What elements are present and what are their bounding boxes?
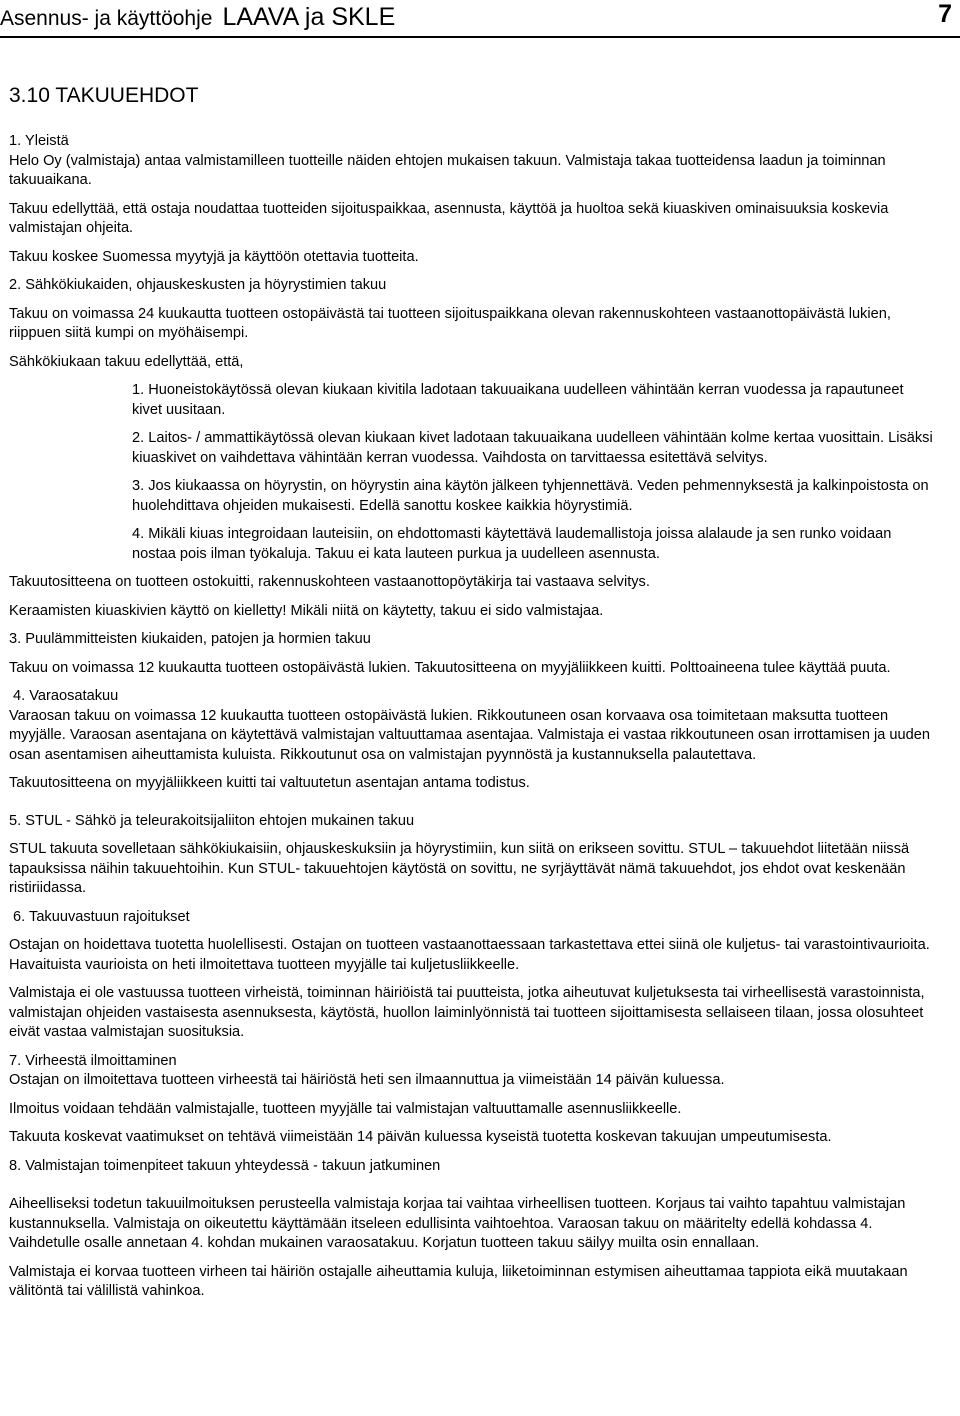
list-item: 1. Huoneistokäytössä olevan kiukaan kivitila ladotaan takuuaikana uudelleen vähintään kerran vuodessa ja rapautuneet kivet uusitaan. [132,382,904,418]
paragraph-repair-replace: Aiheelliseksi todetun takuuilmoituksen perusteella valmistaja korjaa tai vaihtaa virheellisen tuotteen. Korjaus tai vaihto tapahtuu valmistajan kustannuksella. Valmistaja on oikeutettu käyttämään itseleen edullisinta vaihtoehtoa. Varaosan takuu on määritelty edellä kohdassa 4. Vaihdetulle osalle annetaan 4. kohdan mukainen varaosatakuu. Korjatun tuotteen takuu säilyy muilta osin ennallaan. [9,1196,906,1251]
paragraph-stul: STUL takuuta sovelletaan sähkökiukaisiin, ohjauskeskuksiin ja höyrystimiin, kun siitä on erikseen sovittu. STUL – takuuehdot liitetään niissä tapauksissa näihin takuuehtoihin. Kun STUL- takuuehtojen käytöstä on sovittu, ne syrjäyttävät nämä takuuehdot, jos ehdot ovat keskenään ristiriidassa. [9,841,910,896]
header-left [0,3,395,32]
paragraph-notice-recipients: Ilmoitus voidaan tehdään valmistajalle, tuotteen myyjälle tai valmistajan valtuuttamalle asennusliikkeelle. [9,1100,682,1117]
paragraph-no-compensation: Valmistaja ei korvaa tuotteen virheen tai häiriön ostajalle aiheuttamia kuluja, liiketoiminnan estymisen aiheuttamaa tappiota eikä muutakaan välitöntä tai välillistä vahinkoa. [9,1263,908,1299]
heading-manufacturer-actions: 8. Valmistajan toimenpiteet takuun yhteydessä - takuun jatkuminen [9,1157,441,1174]
page-number: 7 [938,0,952,28]
paragraph-12-months: Takuu on voimassa 12 kuukautta tuotteen ostopäivästä lukien. Takuutositteena on myyjäliikkeen kuitti. Polttoaineena tulee käyttää puuta. [9,659,891,676]
list-item: 3. Jos kiukaassa on höyrystin, on höyrystin aina käytön jälkeen tyhjennettävä. Veden pehmennyksestä ja kalkinpoistosta on huolehdittava ohjeiden mukaisesti. Edellä sanottu koskee kaikkia höyrystimiä. [132,478,929,514]
document-body [9,132,934,1302]
doc-title: Asennus- ja käyttöohje [0,7,213,30]
heading-spare-parts: 4. Varaosatakuu [9,688,119,704]
paragraph-liability: Valmistaja ei ole vastuussa tuotteen virheistä, toiminnan häiriöistä tai puutteista, jotka aiheutuvat kuljetuksesta tai virheellisestä varastoinnista, valmistajan ohjeiden vastaisesta asennuksesta, käytöstä, huollon laiminlyönnistä tai tuotteen sijoittamisesta sellaiseen tilaan, jossa olosuhteet eivät vastaa valmistajan suosituksia. [9,985,925,1040]
product-name: LAAVA ja SKLE [222,3,396,31]
heading-limitations: 6. Takuuvastuun rajoitukset [9,908,190,925]
list-item: 2. Laitos- / ammattikäytössä olevan kiukaan kivet ladotaan takuuaikana uudelleen vähintään kolme kertaa vuosittain. Lisäksi kiuaskivet on vaihdettava vähintään kerran vuodessa. Vaihdosta on tarvittaessa esitettävä selvitys. [132,430,933,466]
heading-general: 1. Yleistä [9,133,69,149]
paragraph-ceramic-stones: Keraamisten kiuaskivien käyttö on kielletty! Mikäli niitä on käytetty, takuu ei sido valmistajaa. [9,602,604,619]
page-header [0,0,960,40]
heading-defect-notice: 7. Virheestä ilmoittaminen [9,1052,177,1069]
paragraph-spare-receipt: Takuutositteena on myyjäliikkeen kuitti tai valtuutetun asentajan antama todistus. [9,775,530,791]
paragraph-inspection: Ostajan on hoidettava tuotetta huolellisesti. Ostajan on tuotteen vastaanottaessaan tarkastettava ettei siinä ole kuljetus- tai varastointivaurioita. Havaituista vaurioista on heti ilmoitettava tuotteen myyjälle tai kuljetusliikkeelle. [9,937,930,973]
heading-wood-heaters: 3. Puulämmitteisten kiukaiden, patojen ja hormien takuu [9,631,371,647]
paragraph-notice-time: Ostajan on ilmoitettava tuotteen virheestä tai häiriöstä heti sen ilmaannuttua ja viimeistään 14 päivän kuluessa. [9,1072,725,1088]
header-rule [0,36,960,38]
paragraph-spare-parts: Varaosan takuu on voimassa 12 kuukautta tuotteen ostopäivästä lukien. Rikkoutuneen osan korvaava osa toimitetaan maksutta tuotteen myyjälle. Varaosan asentajana on käytettävä valmistajan valtuuttamaa asentajaa. Valmistaja ei vastaa rikkoutuneen osan irrottamisen ja uuden osan asentamisen aiheuttamista kuluista. Rikkoutunut osa on valmistajan pyynnöstä ja kustannuksella palautettava. [9,707,931,763]
paragraph-receipt: Takuutositteena on tuotteen ostokuitti, rakennuskohteen vastaanottopöytäkirja tai vastaava selvitys. [9,574,650,590]
paragraph-24-months: Takuu on voimassa 24 kuukautta tuotteen ostopäivästä tai tuotteen sijoituspaikkana olevan rakennuskohteen vastaanottopäivästä lukien, riippuen siitä kumpi on myöhäisempi. [9,305,891,341]
paragraph-requirements: Takuu edellyttää, että ostaja noudattaa tuotteiden sijoituspaikkaa, asennusta, käyttöä ja huoltoa sekä kiuaskiven ominaisuuksia koskevia valmistajan ohjeita. [9,200,889,236]
paragraph-claim-deadline: Takuuta koskevat vaatimukset on tehtävä viimeistään 14 päivän kuluessa kyseistä tuotetta koskevan takuujan umpeutumisesta. [9,1129,832,1145]
paragraph-conditions-intro: Sähkökiukaan takuu edellyttää, että, [9,353,244,370]
heading-electric-heaters: 2. Sähkökiukaiden, ohjauskeskusten ja höyrystimien takuu [9,277,387,293]
conditions-list [9,381,934,564]
section-title: 3.10 TAKUUEHDOT [9,84,199,107]
paragraph-scope: Takuu koskee Suomessa myytyjä ja käyttöön otettavia tuotteita. [9,248,419,265]
heading-stul: 5. STUL - Sähkö ja teleurakoitsijaliiton ehtojen mukainen takuu [9,812,415,829]
paragraph-intro: Helo Oy (valmistaja) antaa valmistamilleen tuotteille näiden ehtojen mukaisen takuun. Valmistaja takaa tuotteidensa laadun ja toiminnan takuuaikana. [9,152,886,188]
list-item: 4. Mikäli kiuas integroidaan lauteisiin, on ehdottomasti käytettävä laudemallistoja joissa alalaude ja sen runko voidaan nostaa pois ilman työkaluja. Takuu ei kata lauteen purkua ja uudelleen asennusta. [132,526,892,562]
